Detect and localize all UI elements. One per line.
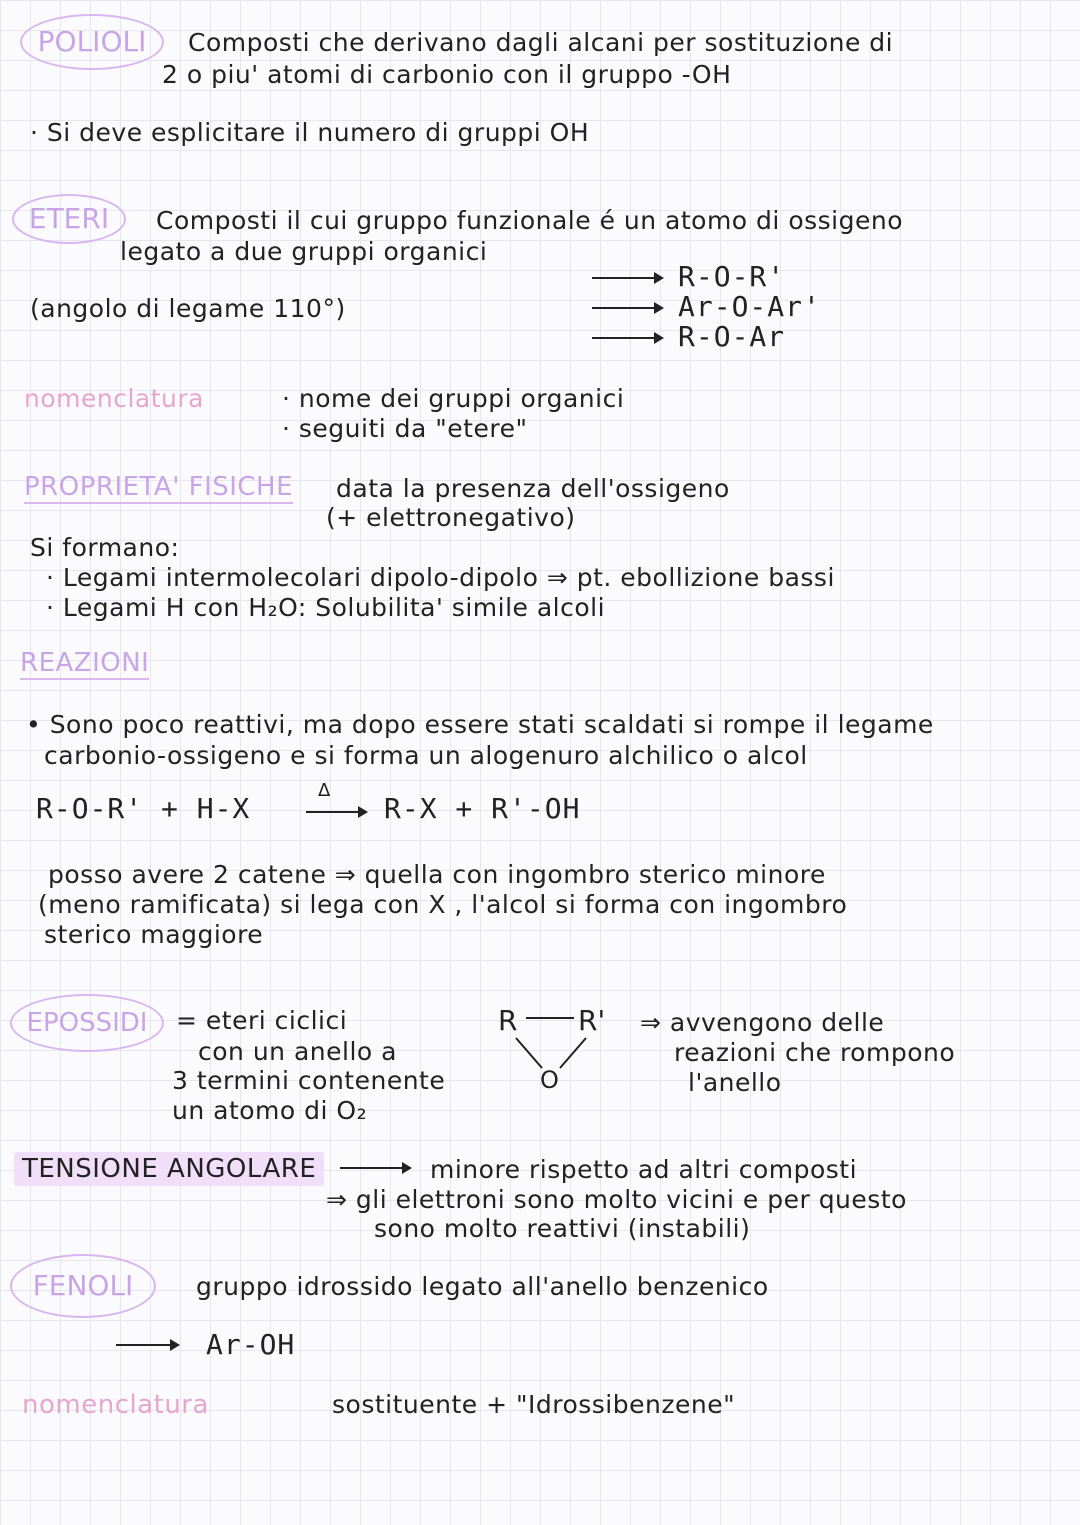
polioli-definition-line2: 2 o piu' atomi di carbonio con il gruppo -OH: [162, 60, 732, 89]
epoxide-r-label: R: [498, 1004, 518, 1037]
eteri-nomenclature-label: nomenclatura: [24, 384, 204, 413]
eteri-bond-angle: (angolo di legame 110°): [30, 294, 346, 323]
fenoli-nomenclature: sostituente + "Idrossibenzene": [332, 1390, 736, 1419]
eteri-nomenclature-line2: · seguiti da "etere": [282, 414, 528, 443]
epossidi-definition-line4: un atomo di O₂: [172, 1096, 368, 1125]
reazioni-line-1: • Sono poco reattivi, ma dopo essere stati scaldati si rompe il legame: [26, 710, 934, 739]
fenoli-nomenclature-label: nomenclatura: [22, 1390, 209, 1420]
fenoli-definition: gruppo idrossido legato all'anello benzenico: [196, 1272, 769, 1301]
tensione-title: TENSIONE ANGOLARE: [14, 1152, 324, 1186]
arrow-icon: [116, 1344, 178, 1346]
eteri-definition-line2: legato a due gruppi organici: [120, 237, 488, 266]
eteri-formula-1: R-O-R': [678, 260, 786, 293]
fenoli-formula: Ar-OH: [206, 1328, 296, 1361]
reazioni-note-line-2: (meno ramificata) si lega con X , l'alcol si forma con ingombro: [38, 890, 848, 919]
arrow-icon: [592, 277, 662, 279]
eteri-formula-3: R-O-Ar: [678, 320, 786, 353]
epossidi-note-line2: reazioni che rompono: [674, 1038, 956, 1067]
arrow-icon: [592, 307, 662, 309]
reazioni-title: REAZIONI: [20, 648, 150, 678]
epossidi-definition-line2: con un anello a: [198, 1037, 397, 1066]
fenoli-title: FENOLI: [10, 1254, 156, 1318]
epossidi-title: EPOSSIDI: [10, 994, 164, 1052]
proprieta-si-formano: Si formano:: [30, 533, 180, 562]
epossidi-definition-line1: = eteri ciclici: [176, 1006, 348, 1035]
proprieta-title: PROPRIETA' FISICHE: [24, 472, 294, 502]
proprieta-desc-line2: (+ elettronegativo): [326, 503, 576, 532]
reazioni-note-line-1: posso avere 2 catene ⇒ quella con ingombro sterico minore: [48, 860, 826, 889]
tensione-line-2: ⇒ gli elettroni sono molto vicini e per questo: [326, 1185, 907, 1214]
epossidi-note-line1: ⇒ avvengono delle: [640, 1008, 885, 1037]
tensione-line-3: sono molto reattivi (instabili): [374, 1214, 751, 1243]
epossidi-note-line3: l'anello: [688, 1068, 782, 1097]
eteri-definition-line1: Composti il cui gruppo funzionale é un atomo di ossigeno: [156, 206, 903, 235]
reazioni-line-2: carbonio-ossigeno e si forma un alogenuro alchilico o alcol: [44, 741, 808, 770]
reaction-delta-label: Δ: [318, 780, 331, 801]
polioli-title: POLIOLI: [20, 14, 164, 70]
epossidi-definition-line3: 3 termini contenente: [172, 1066, 446, 1095]
reaction-equation-left: R-O-R' + H-X: [36, 792, 251, 825]
reazioni-note-line-3: sterico maggiore: [44, 920, 264, 949]
eteri-formula-2: Ar-O-Ar': [678, 290, 821, 323]
reaction-arrow-icon: [306, 811, 366, 813]
proprieta-desc-line1: data la presenza dell'ossigeno: [336, 474, 730, 503]
proprieta-item-1: · Legami intermolecolari dipolo-dipolo ⇒ pt. ebollizione bassi: [46, 563, 835, 592]
arrow-icon: [340, 1167, 410, 1169]
tensione-line-1: minore rispetto ad altri composti: [430, 1155, 858, 1184]
polioli-note: · Si deve esplicitare il numero di gruppi OH: [30, 118, 590, 147]
eteri-nomenclature-line1: · nome dei gruppi organici: [282, 384, 625, 413]
epoxide-o-label: O: [540, 1066, 559, 1094]
epoxide-ring-structure: [490, 1000, 620, 1100]
eteri-title: ETERI: [12, 194, 126, 244]
epoxide-r2-label: R': [578, 1004, 606, 1037]
reaction-equation-right: R-X + R'-OH: [384, 792, 581, 825]
arrow-icon: [592, 337, 662, 339]
proprieta-item-2: · Legami H con H₂O: Solubilita' simile alcoli: [46, 593, 606, 622]
polioli-definition-line1: Composti che derivano dagli alcani per sostituzione di: [188, 28, 894, 57]
